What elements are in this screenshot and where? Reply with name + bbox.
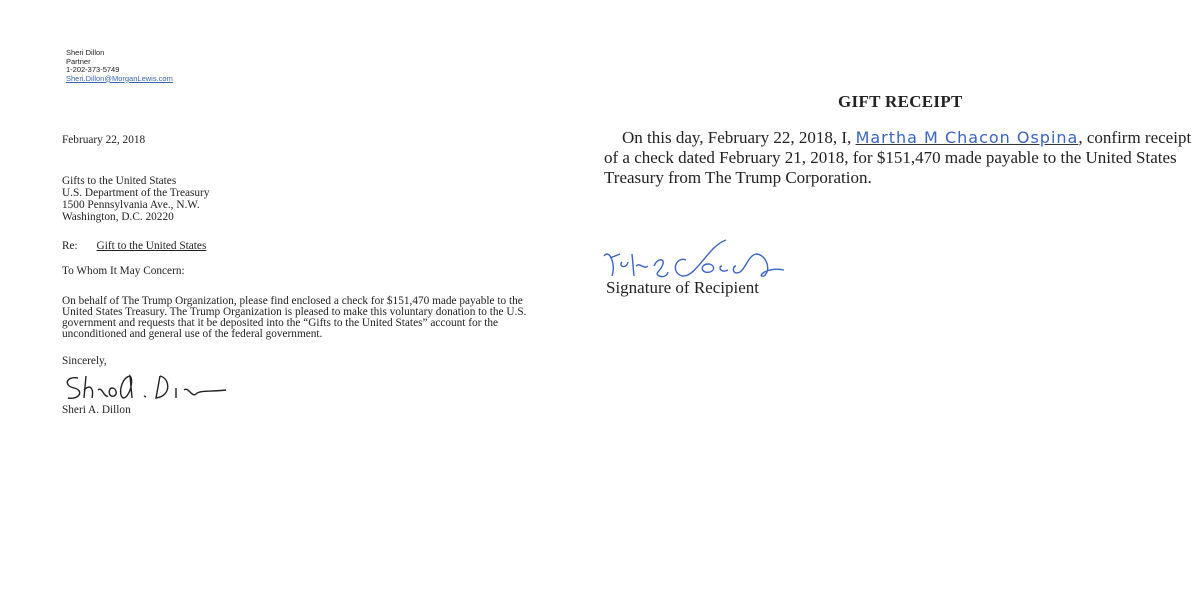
recipient-handwritten-name: Martha M Chacon Ospina [855, 128, 1079, 147]
re-line [62, 240, 206, 252]
address-line: Gifts to the United States [62, 175, 177, 187]
receipt-title: GIFT RECEIPT [838, 92, 963, 111]
signature-dillon [60, 370, 230, 406]
receipt-suffix: , confirm receipt of a check dated February 21, 2018, for $151,470 made payable to the United States Treasury from The Trump Corporation. [604, 128, 1192, 187]
sender-email-link[interactable]: Sheri.Dillon@MorganLewis.com [66, 73, 173, 83]
recipient-address [62, 175, 209, 223]
sender-name: Sheri Dillon [66, 48, 105, 57]
closing: Sincerely, [62, 355, 107, 367]
signature-label: Signature of Recipient [606, 278, 759, 297]
address-line: 1500 Pennsylvania Ave., N.W. [62, 199, 200, 211]
sender-phone: 1-202-373-5749 [66, 65, 120, 74]
re-subject: Gift to the United States [96, 240, 207, 252]
letter-body: On behalf of The Trump Organization, please find enclosed a check for $151,470 made payable to the United States Treasury. The Trump Organization is pleased to make this voluntary donation to the U.S. government and requests that it be deposited into the “Gifts to the United States” account for the unconditioned and general use of the federal government. [62, 295, 527, 340]
re-label: Re: [62, 240, 78, 252]
receipt-prefix: On this day, February 22, 2018, I, [622, 128, 856, 147]
signer-name: Sheri A. Dillon [62, 404, 131, 416]
letter-date: February 22, 2018 [62, 134, 146, 146]
salutation: To Whom It May Concern: [62, 265, 185, 277]
sender-title: Partner [66, 56, 91, 66]
receipt-body [604, 128, 1200, 188]
letterhead [66, 49, 173, 83]
address-line: U.S. Department of the Treasury [62, 187, 210, 199]
address-line: Washington, D.C. 20220 [62, 211, 174, 223]
